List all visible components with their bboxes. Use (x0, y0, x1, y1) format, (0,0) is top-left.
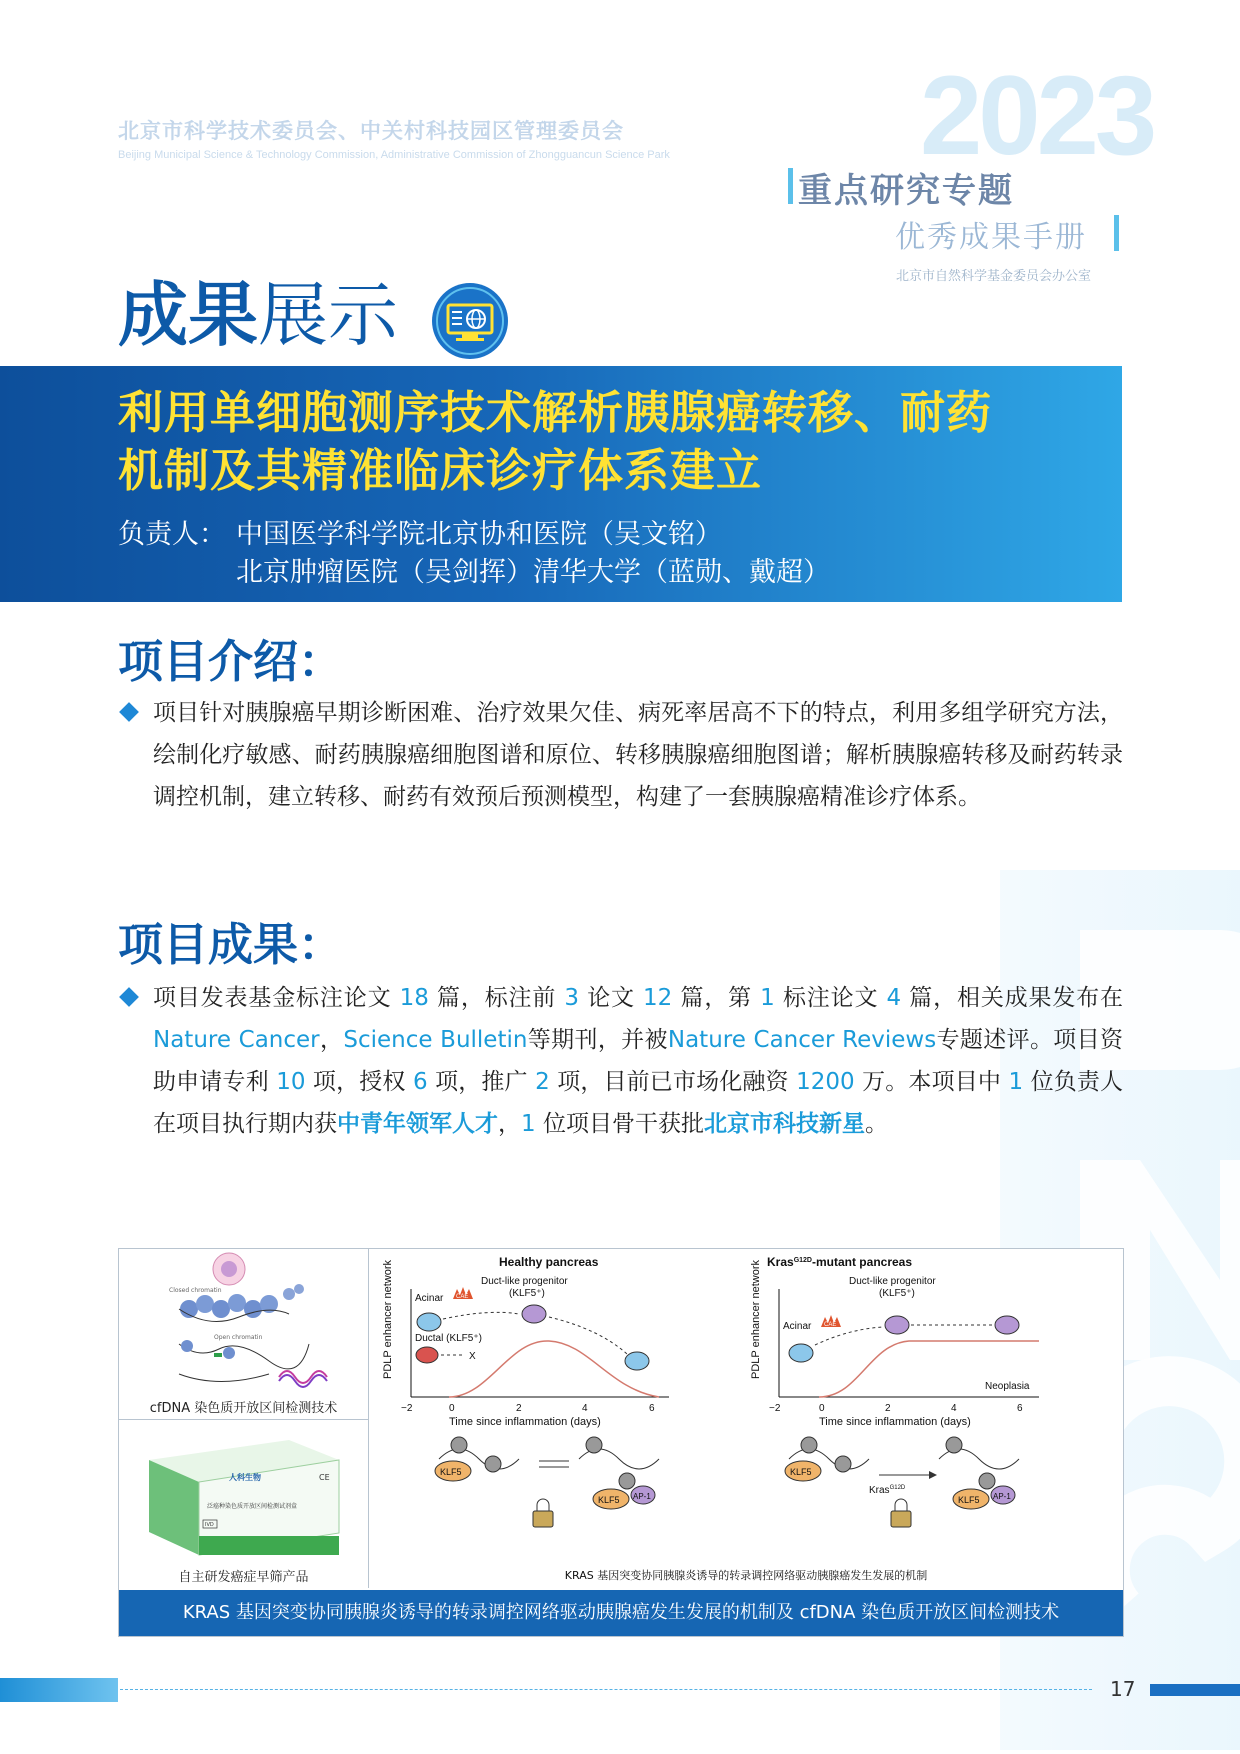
left-xtick-1: −2 (401, 1403, 413, 1414)
org-name-en: Beijing Municipal Science & Technology Commission, Administrative Commission of Zhongguancun Science Park (118, 149, 670, 161)
results-text: 项目发表基金标注论文 18 篇，标注前 3 论文 12 篇，第 1 标注论文 4 篇，相关成果发布在Nature Cancer，Science Bulletin等期刊，并被Nature Cancer Reviews专题述评。项目资助申请专利 10 项，授权 6 项，推广 2 项，目前已市场化融资 1200 万。本项目中 1 位负责人在项目执行期内获中青年领军人才，1 位项目骨干获批北京市科技新星。 (153, 985, 1124, 1137)
right-plot (750, 1259, 1039, 1428)
left-ductal-label: Ductal (KLF5⁺) (415, 1333, 482, 1344)
left-progenitor-sub: (KLF5⁺) (509, 1288, 545, 1299)
panel-left-title: Healthy pancreas (499, 1255, 599, 1269)
mechanism-diagram (369, 1249, 1123, 1588)
panel-right-title: Kras$^{G12D}$-mutant pancreas (767, 1255, 913, 1269)
diamond-bullet-icon (119, 702, 139, 722)
kras-label: Kras$^{G12D}$ (869, 1485, 906, 1496)
right-acinar-label: Acinar (783, 1321, 812, 1332)
section-title-bold: 成果 (118, 274, 258, 356)
product-ce: CE (319, 1473, 330, 1482)
right-klf5-label-2: KLF5 (958, 1495, 980, 1505)
left-plot (382, 1259, 669, 1428)
left-klf5-label-2: KLF5 (598, 1495, 620, 1505)
right-progenitor-label: Duct-like progenitor (849, 1276, 936, 1287)
figure-left-column (119, 1249, 369, 1588)
left-ylabel: PDLP enhancer network (382, 1259, 394, 1379)
left-ap1-label: AP-1 (633, 1492, 651, 1501)
left-cae-label: CAE (456, 1294, 469, 1300)
left-x-mark: X (469, 1351, 476, 1362)
footer-left-bar (0, 1678, 118, 1702)
project-title (118, 384, 992, 500)
left-klf5-label: KLF5 (440, 1467, 462, 1477)
left-xtick-2: 0 (449, 1403, 455, 1414)
year-mark: 2023 (920, 53, 1154, 178)
product-box-image (119, 1420, 368, 1565)
right-progenitor-sub: (KLF5⁺) (879, 1288, 915, 1299)
left-klf5-mechanism (435, 1437, 659, 1527)
right-xtick-4: 4 (951, 1403, 957, 1414)
right-xtick-5: 6 (1017, 1403, 1023, 1414)
section-title-light: 展示 (258, 274, 398, 356)
award-science-star: 北京市科技新星 (703, 1111, 865, 1137)
org-header (118, 115, 670, 161)
figure-caption-bar: KRAS 基因突变协同胰腺炎诱导的转录调控网络驱动胰腺癌发生发展的机制及 cfDNA 染色质开放区间检测技术 (119, 1590, 1123, 1636)
right-xtick-2: 0 (819, 1403, 825, 1414)
product-label: 泛癌种染色质开放区间检测试剂盒 (207, 1503, 298, 1510)
leader-line1: 中国医学科学院北京协和医院（吴文铭） (236, 519, 722, 550)
leader-line2: 北京肿瘤医院（吴剑挥）清华大学（蓝勋、戴超） (236, 557, 830, 588)
award-leader-talent: 中青年领军人才 (337, 1111, 498, 1137)
right-xtick-3: 2 (885, 1403, 891, 1414)
book-title: 重点研究专题 (798, 171, 1014, 211)
office-name: 北京市自然科学基金委员会办公室 (896, 269, 1092, 284)
title-accent-bar (788, 168, 793, 204)
left-acinar-label: Acinar (415, 1293, 444, 1304)
product-brand: 人科生物 (229, 1473, 261, 1482)
right-klf5-label: KLF5 (790, 1467, 812, 1477)
mechanism-caption: KRAS 基因突变协同胰腺炎诱导的转录调控网络驱动胰腺癌发生发展的机制 (564, 1569, 928, 1582)
right-klf5-mechanism (785, 1437, 1019, 1527)
diamond-bullet-icon (119, 987, 139, 1007)
footer-divider (120, 1689, 1092, 1690)
monitor-globe-icon (432, 283, 508, 359)
closed-chromatin-label: Closed chromatin (169, 1287, 222, 1294)
footer-right-bar (1150, 1684, 1240, 1696)
subtitle-accent-bar (1114, 215, 1119, 251)
journal-science-bulletin: Science Bulletin (343, 1027, 528, 1053)
right-ylabel: PDLP enhancer network (750, 1259, 762, 1379)
journal-nature-cancer-reviews: Nature Cancer Reviews (667, 1027, 937, 1053)
project-title-line2: 机制及其精准临床诊疗体系建立 (118, 444, 763, 497)
open-chromatin-label: Open chromatin (214, 1334, 263, 1341)
right-ap1-label: AP-1 (993, 1492, 1011, 1501)
section-title (118, 274, 398, 356)
left-xtick-3: 2 (516, 1403, 522, 1414)
cfdna-caption: cfDNA 染色质开放区间检测技术 (149, 1401, 338, 1416)
left-progenitor-label: Duct-like progenitor (481, 1276, 568, 1287)
journal-nature-cancer: Nature Cancer (153, 1027, 320, 1053)
right-xlabel: Time since inflammation (days) (819, 1416, 971, 1428)
product-ivd: IVD (205, 1522, 214, 1528)
project-banner (0, 366, 1122, 602)
figure-panel (118, 1248, 1124, 1637)
page-number: 17 (1110, 1677, 1136, 1701)
product-panel (119, 1420, 368, 1588)
cfdna-panel (119, 1249, 368, 1420)
chromatin-diagram (119, 1249, 368, 1397)
product-caption: 自主研发癌症早筛产品 (178, 1570, 309, 1585)
leader-label: 负责人： (118, 519, 226, 550)
left-xtick-4: 4 (582, 1403, 588, 1414)
book-subtitle: 优秀成果手册 (895, 220, 1087, 255)
intro-heading: 项目介绍： (118, 635, 344, 688)
results-heading: 项目成果： (118, 918, 344, 971)
right-cae-label: CAE (824, 1322, 837, 1328)
neoplasia-label: Neoplasia (985, 1381, 1030, 1392)
intro-text: 项目针对胰腺癌早期诊断困难、治疗效果欠佳、病死率居高不下的特点，利用多组学研究方法，绘制化疗敏感、耐药胰腺癌细胞图谱和原位、转移胰腺癌细胞图谱；解析胰腺癌转移及耐药转录调控机制，建立转移、耐药有效预后预测模型，构建了一套胰腺癌精准诊疗体系。 (153, 700, 1123, 810)
left-xlabel: Time since inflammation (days) (449, 1416, 601, 1428)
right-xtick-1: −2 (769, 1403, 781, 1414)
project-title-line1: 利用单细胞测序技术解析胰腺癌转移、耐药 (118, 386, 993, 439)
org-name-cn: 北京市科学技术委员会、中关村科技园区管理委员会 (118, 119, 624, 143)
left-xtick-5: 6 (649, 1403, 655, 1414)
